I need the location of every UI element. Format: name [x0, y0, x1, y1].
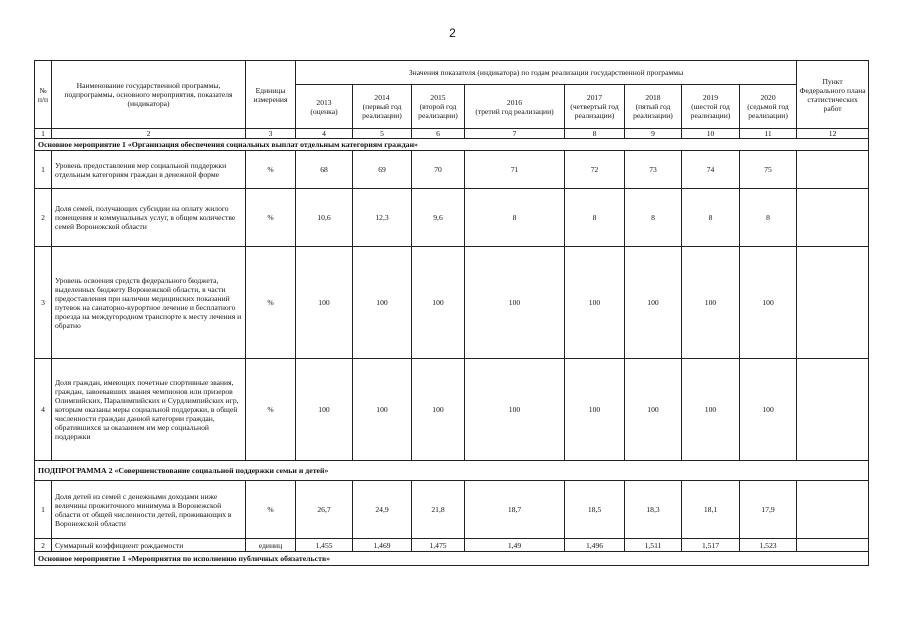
section-row	[35, 461, 869, 481]
indicator-name: Уровень предоставления мер социальной поддержки отдельным категориям граждан в денежной форме	[52, 151, 246, 189]
value-cell: 100	[412, 359, 465, 461]
indicator-name: Уровень освоения средств федерального бюджета, выделенных бюджету Воронежской области, в части предоставления при наличии медицинских показаний путевок на санаторно-курортное лечение и бесплатного проезда на междугородном транспорте к месту лечения и обратно	[52, 247, 246, 359]
value-cell: 18,3	[625, 481, 682, 539]
header-name: Наименование государственной программы, подпрограммы, основного мероприятия, показателя (индикатора)	[52, 61, 246, 129]
indicator-unit: %	[246, 481, 296, 539]
value-cell: 100	[740, 359, 797, 461]
value-cell: 8	[682, 189, 740, 247]
header-year-2015: 2015 (второй год реализации)	[412, 85, 465, 129]
indicator-name: Доля детей из семей с денежными доходами ниже величины прожиточного минимума в Воронежской области от общей численности детей, проживающих в Воронежской области	[52, 481, 246, 539]
plan-cell	[797, 189, 869, 247]
value-cell: 100	[296, 247, 353, 359]
indicator-name: Суммарный коэффициент рождаемости	[52, 539, 246, 552]
col-num-3: 3	[246, 129, 296, 139]
value-cell: 8	[740, 189, 797, 247]
value-cell: 1,49	[465, 539, 565, 552]
table-row	[35, 359, 869, 461]
col-num-12: 12	[797, 129, 869, 139]
section-row	[35, 139, 869, 151]
header-year-2017: 2017 (четвертый год реализации)	[565, 85, 625, 129]
header-row-top	[35, 61, 869, 85]
header-year-2018: 2018 (пятый год реализации)	[625, 85, 682, 129]
col-num-11: 11	[740, 129, 797, 139]
value-cell: 8	[465, 189, 565, 247]
row-num: 4	[35, 359, 52, 461]
section-row	[35, 552, 869, 566]
value-cell: 68	[296, 151, 353, 189]
plan-cell	[797, 481, 869, 539]
table-row	[35, 247, 869, 359]
header-num: № п/п	[35, 61, 52, 129]
value-cell: 8	[625, 189, 682, 247]
col-num-6: 6	[412, 129, 465, 139]
plan-cell	[797, 247, 869, 359]
value-cell: 21,8	[412, 481, 465, 539]
section-title: ПОДПРОГРАММА 2 «Совершенствование социальной поддержки семьи и детей»	[35, 461, 869, 481]
value-cell: 8	[565, 189, 625, 247]
value-cell: 18,7	[465, 481, 565, 539]
table-row	[35, 481, 869, 539]
header-values-title: Значения показателя (индикатора) по годам реализации государственной программы	[296, 61, 797, 85]
value-cell: 18,5	[565, 481, 625, 539]
table-row	[35, 151, 869, 189]
header-units: Единицы измерения	[246, 61, 296, 129]
value-cell: 1,517	[682, 539, 740, 552]
value-cell: 100	[353, 247, 412, 359]
value-cell: 100	[565, 359, 625, 461]
table-row	[35, 539, 869, 552]
col-num-4: 4	[296, 129, 353, 139]
value-cell: 100	[625, 359, 682, 461]
value-cell: 1,523	[740, 539, 797, 552]
row-num: 1	[35, 151, 52, 189]
value-cell: 73	[625, 151, 682, 189]
indicator-unit: %	[246, 359, 296, 461]
header-year-2019: 2019 (шестой год реализации)	[682, 85, 740, 129]
row-num: 2	[35, 539, 52, 552]
value-cell: 1,469	[353, 539, 412, 552]
value-cell: 10,6	[296, 189, 353, 247]
value-cell: 100	[412, 247, 465, 359]
col-num-10: 10	[682, 129, 740, 139]
value-cell: 100	[465, 247, 565, 359]
value-cell: 1,496	[565, 539, 625, 552]
indicator-unit: %	[246, 247, 296, 359]
value-cell: 9,6	[412, 189, 465, 247]
value-cell: 100	[625, 247, 682, 359]
value-cell: 74	[682, 151, 740, 189]
value-cell: 75	[740, 151, 797, 189]
value-cell: 100	[465, 359, 565, 461]
header-year-2013: 2013 (оценка)	[296, 85, 353, 129]
row-num: 2	[35, 189, 52, 247]
plan-cell	[797, 539, 869, 552]
value-cell: 100	[353, 359, 412, 461]
col-num-2: 2	[52, 129, 246, 139]
value-cell: 100	[296, 359, 353, 461]
value-cell: 100	[682, 247, 740, 359]
section-title: Основное мероприятие 1 «Организация обеспечения социальных выплат отдельным категориям граждан»	[35, 139, 869, 151]
section-title: Основное мероприятие 1 «Мероприятия по исполнению публичных обязательств»	[35, 552, 869, 566]
plan-cell	[797, 151, 869, 189]
value-cell: 24,9	[353, 481, 412, 539]
value-cell: 70	[412, 151, 465, 189]
indicator-name: Доля семей, получающих субсидии на оплату жилого помещения и коммунальных услуг, в общем количестве семей Воронежской области	[52, 189, 246, 247]
value-cell: 17,9	[740, 481, 797, 539]
col-num-7: 7	[465, 129, 565, 139]
column-number-row	[35, 129, 869, 139]
value-cell: 69	[353, 151, 412, 189]
table-row	[35, 189, 869, 247]
header-year-2014: 2014 (первый год реализации)	[353, 85, 412, 129]
col-num-5: 5	[353, 129, 412, 139]
value-cell: 71	[465, 151, 565, 189]
col-num-8: 8	[565, 129, 625, 139]
value-cell: 18,1	[682, 481, 740, 539]
value-cell: 100	[740, 247, 797, 359]
header-year-2016: 2016 (третий год реализации)	[465, 85, 565, 129]
value-cell: 100	[682, 359, 740, 461]
col-num-9: 9	[625, 129, 682, 139]
indicator-unit: единиц	[246, 539, 296, 552]
row-num: 1	[35, 481, 52, 539]
value-cell: 1,455	[296, 539, 353, 552]
indicators-table	[34, 60, 869, 566]
indicator-name: Доля граждан, имеющих почетные спортивные звания, граждан, завоевавших звания чемпионов или призеров Олимпийских, Паралимпийских и Сурдлимпийских игр, которым оказаны меры социальной поддержки, в общей численности граждан данной категории граждан, обратившихся за оказанием им мер социальной поддержки	[52, 359, 246, 461]
row-num: 3	[35, 247, 52, 359]
col-num-1: 1	[35, 129, 52, 139]
value-cell: 100	[565, 247, 625, 359]
value-cell: 1,475	[412, 539, 465, 552]
value-cell: 26,7	[296, 481, 353, 539]
value-cell: 12,3	[353, 189, 412, 247]
indicator-unit: %	[246, 189, 296, 247]
page-number: 2	[449, 26, 456, 40]
value-cell: 72	[565, 151, 625, 189]
plan-cell	[797, 359, 869, 461]
indicator-unit: %	[246, 151, 296, 189]
header-year-2020: 2020 (седьмой год реализации)	[740, 85, 797, 129]
value-cell: 1,511	[625, 539, 682, 552]
header-plan: Пункт Федерального плана статистических работ	[797, 61, 869, 129]
